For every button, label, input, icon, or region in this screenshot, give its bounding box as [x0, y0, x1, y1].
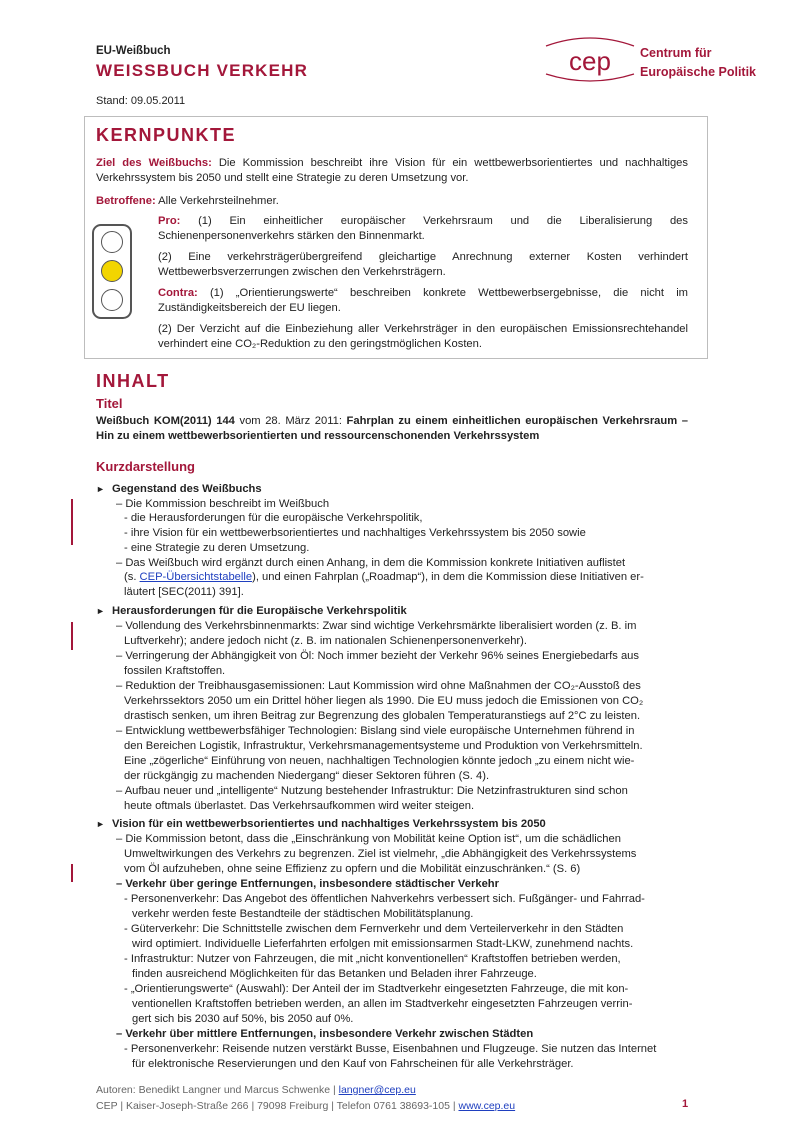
kernpunkte-title: KERNPUNKTE — [96, 125, 237, 145]
section-heading-text: Gegenstand des Weißbuchs — [112, 483, 262, 495]
list-item: der rückgängig zu machenden Niedergang“ dieser Sektoren führen (S. 4). — [124, 770, 490, 782]
list-item: - Güterverkehr: Die Schnittstelle zwischen dem Fernverkehr und dem Verteilerverkehr in den Städten — [124, 923, 624, 935]
section-heading-text: Vision für ein wettbewerbsorientiertes und nachhaltiges Verkehrssystem bis 2050 — [112, 818, 546, 830]
list-item: heute oftmals überlastet. Das Verkehrsaufkommen wird weiter steigen. — [124, 800, 475, 812]
titel-text — [96, 414, 688, 443]
list-item-text: ), und einen Fahrplan („Roadmap“), in dem die Kommission diese Initiativen er- — [252, 571, 644, 583]
footer-address — [96, 1099, 515, 1114]
list-item: – Vollendung des Verkehrsbinnenmarkts: Zwar sind wichtige Verkehrsmärkte liberalisiert worden (z. B. im — [116, 620, 637, 632]
cep-logo-text: cep — [569, 46, 611, 76]
list-item: läutert [SEC(2011) 391]. — [124, 586, 244, 598]
cep-table-link[interactable]: CEP-Übersichtstabelle — [139, 571, 253, 583]
change-bar — [71, 864, 73, 882]
list-item-text: (s. — [124, 571, 140, 583]
subsection-heading: – Verkehr über geringe Entfernungen, insbesondere städtischer Verkehr — [116, 878, 499, 890]
list-item: - Personenverkehr: Reisende nutzen verstärkt Busse, Eisenbahnen und Flugzeuge. Sie nutzen das Internet — [124, 1043, 657, 1055]
list-item: für elektronische Reservierungen und den Kauf von Fahrscheinen für alle Verkehrsträger. — [132, 1058, 574, 1070]
list-item: Umweltwirkungen des Verkehrs zu begrenzen. Ziel ist vielmehr, „die Abhängigkeit des Verkehrssystems — [124, 848, 637, 860]
kp-contra-2: (2) Der Verzicht auf die Einbeziehung aller Verkehrsträger in den europäischen Emissionsrechtehandel verhindert eine CO₂-Reduktion zu den geringstmöglichen Kosten. — [158, 323, 688, 350]
kp-ziel-label: Ziel des Weißbuchs: — [96, 157, 212, 169]
list-item: verkehr werden feste Bestandteile der städtischen Mobilitätsplanung. — [132, 908, 474, 920]
kp-ziel-text: Die Kommission beschreibt ihre Vision für ein wettbewerbsorientiertes und nachhaltiges Verkehrssystem bis 2050 und stellt eine Strategie zu deren Umsetzung vor. — [96, 157, 688, 184]
list-item: – Verringerung der Abhängigkeit von Öl: Noch immer bezieht der Verkehr 96% seines Energiebedarfs aus — [116, 650, 640, 662]
website-link[interactable]: www.cep.eu — [458, 1100, 516, 1112]
document-date: Stand: 09.05.2011 — [96, 95, 186, 107]
list-item: vom Öl aufzuheben, ohne seine Effizienz zu opfern und die Mobilität einzuschränken.“ (S. 6) — [124, 863, 581, 875]
kp-pro-1 — [158, 214, 688, 243]
list-item: – Die Kommission beschreibt im Weißbuch — [116, 498, 330, 510]
footer-address-text: CEP | Kaiser-Joseph-Straße 266 | 79098 Freiburg | Telefon 0761 38693-105 | — [96, 1100, 459, 1112]
kp-contra-label: Contra: — [158, 287, 198, 299]
kurzdarstellung-heading: Kurzdarstellung — [96, 459, 195, 474]
org-name-line1: Centrum für — [640, 46, 712, 60]
list-item: – Die Kommission betont, dass die „Einschränkung von Mobilität keine Option ist“, um die schädlichen — [116, 833, 621, 845]
footer-authors-text: Autoren: Benedikt Langner und Marcus Schwenke | — [96, 1084, 339, 1096]
kp-betroffene-label: Betroffene: — [96, 195, 156, 207]
list-item: Verkehrssektors 2050 um ein Drittel höher liegen als 1990. Die EU muss jedoch die Emissionen von CO₂ — [124, 695, 644, 707]
traffic-light-top — [101, 231, 123, 253]
kp-ziel — [96, 156, 688, 185]
subsection-heading: – Verkehr über mittlere Entfernungen, insbesondere Verkehr zwischen Städten — [116, 1028, 534, 1040]
org-name — [640, 44, 756, 82]
list-item: Eine „zögerliche“ Einführung von neuen, nachhaltigen Technologien könnte jedoch „zu einem nicht wie- — [124, 755, 635, 767]
titel-doc-id: Weißbuch KOM(2011) 144 — [96, 415, 235, 427]
kp-contra-1 — [158, 286, 688, 315]
list-item: drastisch senken, um ihren Beitrag zur Begrenzung des globalen Temperaturanstiegs auf 2°C zu leisten. — [124, 710, 641, 722]
list-item: - ihre Vision für ein wettbewerbsorientiertes und nachhaltiges Verkehrssystem bis 2050 sowie — [124, 527, 586, 539]
list-item: ventionellen Kraftstoffen betrieben werden, an allen im Stadtverkehr eingesetzten Fahrzeugen verrin- — [132, 998, 633, 1010]
list-item: - die Herausforderungen für die europäische Verkehrspolitik, — [124, 512, 423, 524]
section-heading: ► Vision für ein wettbewerbsorientiertes und nachhaltiges Verkehrssystem bis 2050 — [96, 818, 546, 830]
kp-pro-label: Pro: — [158, 215, 181, 227]
list-item: Luftverkehr); andere jedoch nicht (z. B. im nationalen Schienenpersonenverkehr). — [124, 635, 527, 647]
cep-logo — [540, 34, 640, 84]
change-bar — [71, 499, 73, 545]
kp-betroffene-text: Alle Verkehrsteilnehmer. — [155, 195, 279, 207]
inhalt-title: INHALT — [96, 371, 170, 391]
org-name-line2: Europäische Politik — [640, 65, 757, 79]
list-item: fossilen Kraftstoffen. — [124, 665, 226, 677]
titel-heading: Titel — [96, 396, 123, 411]
kp-contra-1-text: (1) „Orientierungswerte“ beschreiben konkrete Wettbewerbsergebnisse, die nicht im Zuständigkeitsbereich der EU liegen. — [158, 287, 688, 314]
traffic-light-icon — [92, 224, 132, 319]
section-heading: ► Herausforderungen für die Europäische Verkehrspolitik — [96, 605, 407, 617]
section-heading-text: Herausforderungen für die Europäische Verkehrspolitik — [112, 605, 407, 617]
list-item: gert sich bis 2030 auf 50%, bis 2050 auf 0%. — [132, 1013, 354, 1025]
list-item: - eine Strategie zu deren Umsetzung. — [124, 542, 310, 554]
list-item: finden ausreichend Möglichkeiten für das Betanken und Beladen ihrer Fahrzeuge. — [132, 968, 537, 980]
list-item: – Das Weißbuch wird ergänzt durch einen Anhang, in dem die Kommission konkrete Initiativen auflistet — [116, 557, 626, 569]
footer-authors — [96, 1083, 416, 1098]
list-item: – Aufbau neuer und „intelligente“ Nutzung bestehender Infrastruktur: Die Netzinfrastrukturen sind schon — [116, 785, 628, 797]
list-item — [124, 570, 706, 585]
page-number: 1 — [682, 1098, 689, 1110]
list-item: wird optimiert. Individuelle Lieferfahrten erfolgen mit emissionsarmen Stadt-LKW, zunehmend nachts. — [132, 938, 634, 950]
kp-pro-1-text: (1) Ein einheitlicher europäischer Verkehrsraum und die Liberalisierung des Schienenpersonenverkehrs stärken den Binnenmarkt. — [158, 215, 688, 242]
kp-pro-2: (2) Eine verkehrsträgerübergreifend gleichartige Anrechnung externer Kosten verhindert Wettbewerbsverzerrungen zwischen den Verkehrsträgern. — [158, 251, 688, 278]
change-bar — [71, 622, 73, 650]
document-kicker: EU-Weißbuch — [96, 45, 171, 57]
list-item: - Personenverkehr: Das Angebot des öffentlichen Nahverkehrs verbessert sich. Fußgänger- und Fahrrad- — [124, 893, 645, 905]
list-item: den Bereichen Logistik, Infrastruktur, Verkehrsmanagementsysteme und Produktion von Verkehrsmitteln. — [124, 740, 643, 752]
section-heading: ► Gegenstand des Weißbuchs — [96, 483, 262, 495]
email-link[interactable]: langner@cep.eu — [338, 1084, 416, 1096]
titel-date: vom 28. März 2011: — [234, 415, 347, 427]
kp-betroffene — [96, 194, 688, 209]
list-item: - Infrastruktur: Nutzer von Fahrzeugen, die mit „nicht konventionellen“ Kraftstoffen betrieben werden, — [124, 953, 621, 965]
titel-name: Fahrplan zu einem einheitlichen europäischen Verkehrsraum – Hin zu einem wettbewerbsorientierten und ressourcenschonenden Verkehrssystem — [96, 415, 688, 442]
list-item: – Reduktion der Treibhausgasemissionen: Laut Kommission wird ohne Maßnahmen der CO₂-Ausstoß des — [116, 680, 641, 692]
traffic-light-bottom — [101, 289, 123, 311]
list-item: – Entwicklung wettbewerbsfähiger Technologien: Bislang sind viele europäische Unternehmen führend in — [116, 725, 635, 737]
traffic-light-middle-active — [101, 260, 123, 282]
document-title: WEISSBUCH VERKEHR — [96, 61, 309, 80]
list-item: - „Orientierungswerte“ (Auswahl): Der Anteil der im Stadtverkehr eingesetzten Fahrzeuge, die mit kon- — [124, 983, 629, 995]
